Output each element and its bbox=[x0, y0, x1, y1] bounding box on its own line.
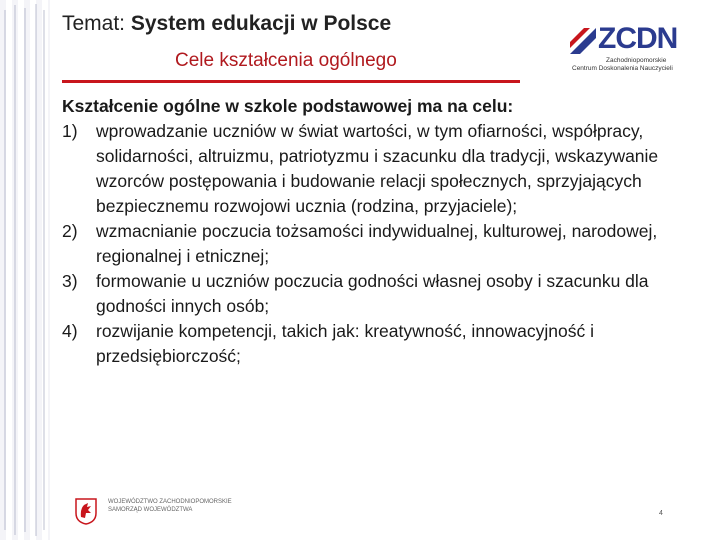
zcdn-logo bbox=[570, 22, 682, 74]
title-divider bbox=[62, 80, 520, 83]
list-item bbox=[62, 319, 707, 369]
goals-content bbox=[62, 94, 707, 369]
slide-subtitle: Cele kształcenia ogólnego bbox=[175, 50, 397, 71]
title-topic: System edukacji w Polsce bbox=[130, 12, 392, 35]
title-prefix: Temat: bbox=[62, 12, 131, 35]
list-item-text: wzmacnianie poczucia tożsamości indywidualnej, kulturowej, narodowej, regionalnej i etnicznej; bbox=[96, 221, 658, 266]
list-item-text: formowanie u uczniów poczucia godności własnej osoby i szacunku dla godności innych osób; bbox=[96, 271, 649, 316]
zcdn-logo-line2: Centrum Doskonalenia Nauczycieli bbox=[572, 65, 673, 72]
list-item-number: 2) bbox=[62, 221, 78, 241]
list-item-number: 4) bbox=[62, 321, 78, 341]
list-item-text: wprowadzanie uczniów w świat wartości, w tym ofiarności, współpracy, solidarności, altruizmu, patriotyzmu i szacunku dla tradycji, wskazywanie wzorców postępowania i budowanie relacji społecznych, sprzyjających bezpiecznemu rozwojowi ucznia (rodzina, przyjaciele); bbox=[96, 121, 659, 216]
region-logo-line2: SAMORZĄD WOJEWÓDZTWA bbox=[108, 507, 193, 513]
zcdn-logo-line1: Zachodniopomorskie bbox=[606, 57, 667, 64]
goals-intro: Kształcenie ogólne w szkole podstawowej ma na celu: bbox=[62, 96, 514, 116]
page-number: 4 bbox=[659, 510, 663, 517]
region-logo bbox=[74, 497, 232, 529]
griffin-crest-icon bbox=[74, 497, 98, 525]
list-item-number: 3) bbox=[62, 271, 78, 291]
zcdn-logo-mark-icon bbox=[570, 28, 596, 54]
list-item bbox=[62, 119, 707, 219]
list-item bbox=[62, 219, 707, 269]
list-item-number: 1) bbox=[62, 121, 78, 141]
region-logo-line1: WOJEWÓDZTWO ZACHODNIOPOMORSKIE bbox=[108, 499, 232, 505]
decorative-handwriting-strip bbox=[0, 0, 50, 540]
list-item-text: rozwijanie kompetencji, takich jak: kreatywność, innowacyjność i przedsiębiorczość; bbox=[96, 321, 594, 366]
slide-title bbox=[62, 12, 391, 36]
zcdn-logo-text: ZCDN bbox=[598, 22, 678, 55]
list-item bbox=[62, 269, 707, 319]
